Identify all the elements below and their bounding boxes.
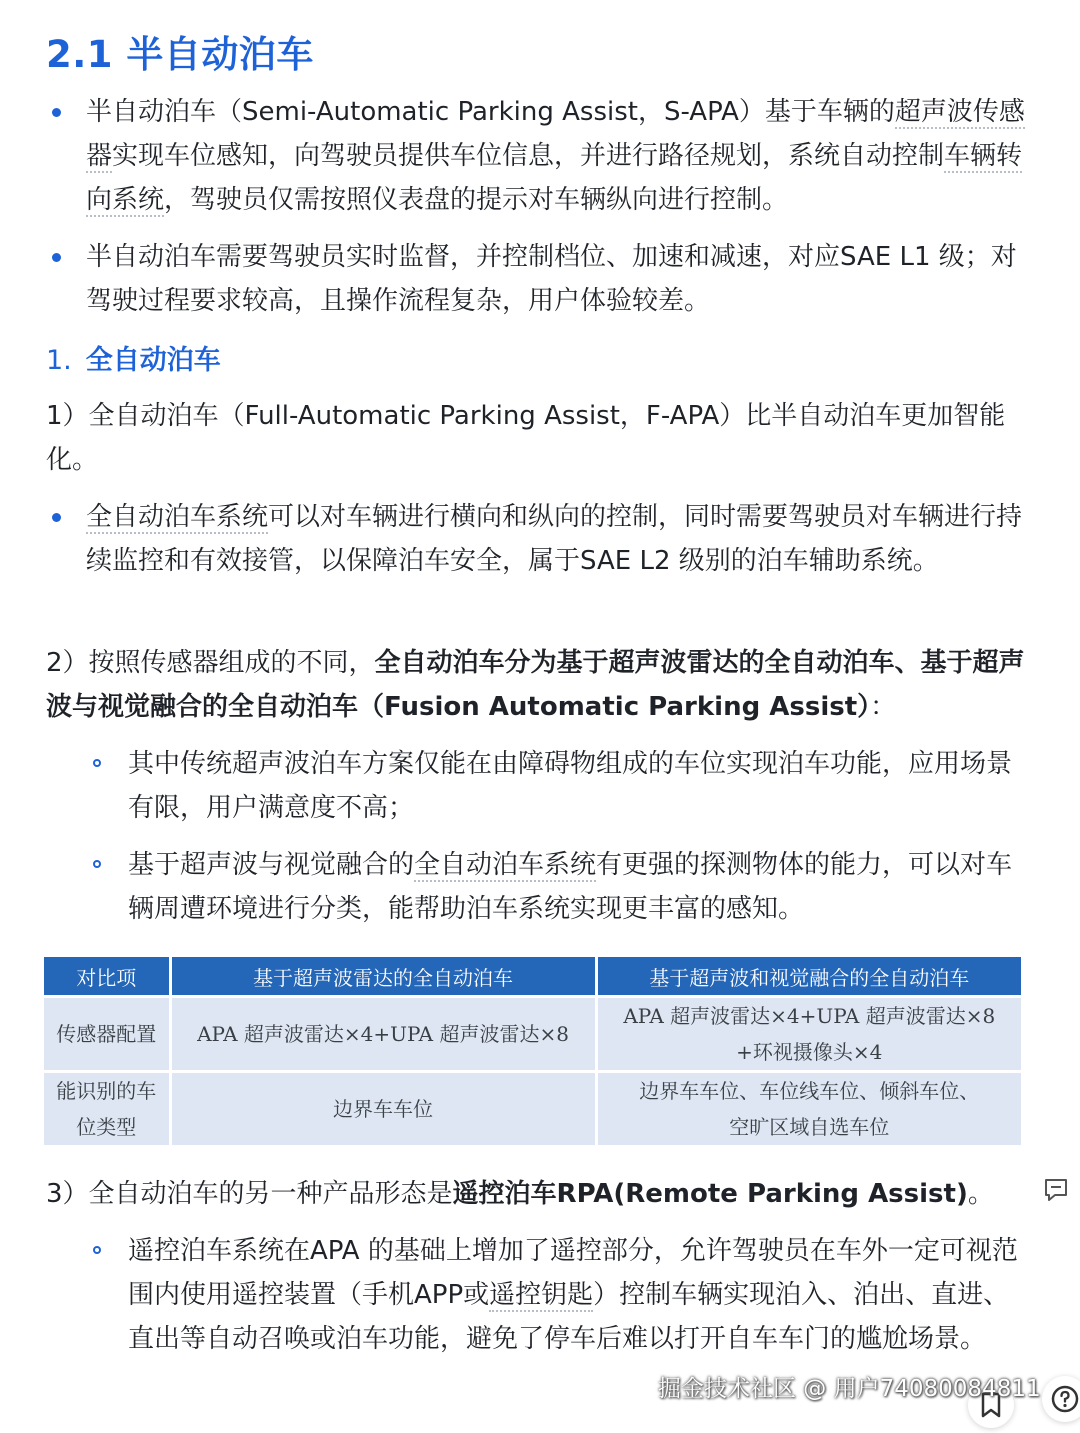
bullet-text: 其中传统超声波泊车方案仅能在由障碍物组成的车位实现泊车功能，应用场景有限，用户满意度不高； xyxy=(128,749,1013,823)
term-link[interactable]: 全自动泊车系统 xyxy=(414,850,597,880)
table-header-cell: 基于超声波雷达的全自动泊车 xyxy=(170,957,596,997)
bullet-dot xyxy=(52,253,61,262)
paragraph: 2）按照传感器组成的不同，全自动泊车分为基于超声波雷达的全自动泊车、基于超声波与视觉融合的全自动泊车（Fusion Automatic Parking Assist）： xyxy=(46,648,1025,722)
list-item xyxy=(46,90,1026,222)
table-cell: 传感器配置 xyxy=(44,997,170,1072)
table-header-cell: 对比项 xyxy=(44,957,170,997)
term-link[interactable]: 车辆转向系统 xyxy=(86,141,1023,215)
watermark: 掘金技术社区 @ 用户74080084811 xyxy=(658,1376,1041,1402)
table-header-row xyxy=(44,957,1021,997)
list-item xyxy=(46,495,1026,583)
help-button[interactable] xyxy=(1042,1376,1080,1422)
bullet-ring xyxy=(93,759,101,767)
bullet-text: 全自动泊车系统可以对车辆进行横向和纵向的控制，同时需要驾驶员对车辆进行持续监控和有效接管，以保障泊车安全，属于SAE L2 级别的泊车辅助系统。 xyxy=(86,502,1023,576)
paragraph: 3）全自动泊车的另一种产品形态是遥控泊车RPA(Remote Parking Assist)。 xyxy=(46,1179,994,1209)
bullet-dot xyxy=(52,513,61,522)
question-icon xyxy=(1042,1376,1080,1422)
bullet-text: 半自动泊车需要驾驶员实时监督，并控制档位、加速和减速，对应SAE L1 级；对驾驶过程要求较高，且操作流程复杂，用户体验较差。 xyxy=(86,242,1017,316)
subsection-heading: 1. 全自动泊车 xyxy=(46,345,221,376)
bullet-text: 半自动泊车（Semi-Automatic Parking Assist，S-APA）基于车辆的超声波传感器实现车位感知，向驾驶员提供车位信息，并进行路径规划，系统自动控制车辆转向系统，驾驶员仅需按照仪表盘的提示对车辆纵向进行控制。 xyxy=(86,97,1025,215)
table-cell: 边界车车位 xyxy=(170,1072,596,1146)
term-link[interactable]: 全自动泊车系统 xyxy=(86,502,269,532)
list-item xyxy=(90,843,1030,931)
table-header-cell: 基于超声波和视觉融合的全自动泊车 xyxy=(596,957,1021,997)
term-link[interactable]: 超声波传感器 xyxy=(86,97,1025,171)
table-cell: APA 超声波雷达×4+UPA 超声波雷达×8 +环视摄像头×4 xyxy=(596,997,1021,1072)
table-row xyxy=(44,997,1021,1072)
table-cell: 能识别的车 位类型 xyxy=(44,1072,170,1146)
table-cell: 边界车车位、车位线车位、倾斜车位、 空旷区域自选车位 xyxy=(596,1072,1021,1146)
bullet-ring xyxy=(93,860,101,868)
list-item xyxy=(46,235,1026,323)
bullet-text: 基于超声波与视觉融合的全自动泊车系统有更强的探测物体的能力，可以对车辆周遭环境进行分类，能帮助泊车系统实现更丰富的感知。 xyxy=(128,850,1013,924)
list-item xyxy=(90,742,1030,830)
bullet-dot xyxy=(52,108,61,117)
term-link[interactable]: 遥控钥匙 xyxy=(489,1280,594,1310)
comparison-table xyxy=(44,957,1021,1145)
paragraph: 1）全自动泊车（Full-Automatic Parking Assist，F-APA）比半自动泊车更加智能化。 xyxy=(46,401,1006,475)
bullet-text: 遥控泊车系统在APA 的基础上增加了遥控部分，允许驾驶员在车外一定可视范围内使用遥控装置（手机APP或遥控钥匙）控制车辆实现泊入、泊出、直进、直出等自动召唤或泊车功能，避免了停车后难以打开自车车门的尴尬场景。 xyxy=(128,1236,1018,1354)
bullet-ring xyxy=(93,1246,101,1254)
table-row xyxy=(44,1072,1021,1146)
section-title: 2.1 半自动泊车 xyxy=(46,33,314,76)
comment-icon[interactable] xyxy=(1043,1178,1069,1202)
table-cell: APA 超声波雷达×4+UPA 超声波雷达×8 xyxy=(170,997,596,1072)
list-item xyxy=(90,1229,1030,1361)
